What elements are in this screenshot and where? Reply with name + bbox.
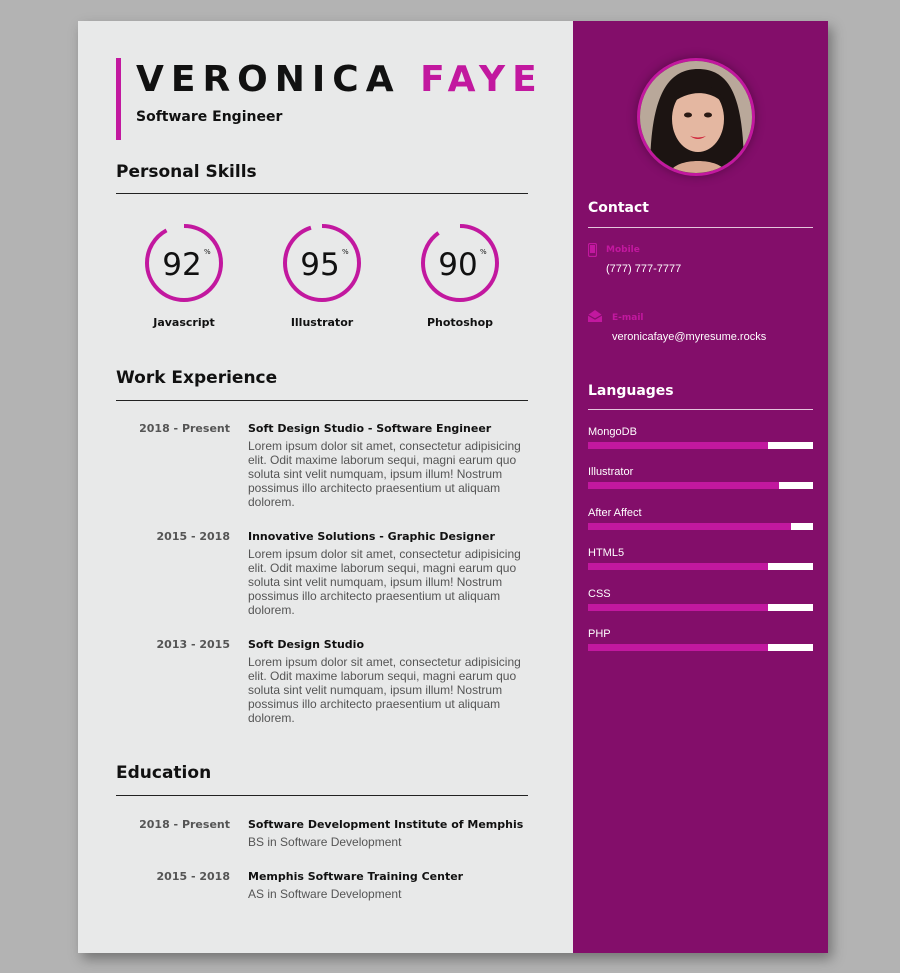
skill-illustrator bbox=[272, 223, 372, 329]
job-title: Software Engineer bbox=[136, 109, 283, 125]
mobile-number: (777) 777-7777 bbox=[606, 263, 682, 275]
education-divider bbox=[116, 795, 528, 796]
skill-name: Illustrator bbox=[290, 316, 354, 329]
language-name: Illustrator bbox=[588, 466, 634, 478]
work-heading: Work Experience bbox=[116, 368, 278, 388]
language-bar-fill bbox=[588, 644, 768, 651]
language-name: CSS bbox=[588, 588, 611, 600]
work-content bbox=[248, 638, 528, 725]
skill-gauge bbox=[420, 223, 500, 303]
work-title: Soft Design Studio - Software Engineer bbox=[248, 422, 492, 435]
email-label: E-mail bbox=[612, 313, 644, 323]
work-divider bbox=[116, 400, 528, 401]
language-item bbox=[588, 588, 813, 611]
work-date: 2013 - 2015 bbox=[156, 638, 230, 651]
education-heading: Education bbox=[116, 763, 212, 783]
full-name bbox=[136, 59, 544, 100]
language-bar bbox=[588, 442, 813, 449]
mobile-label: Mobile bbox=[606, 245, 640, 255]
language-bar-fill bbox=[588, 442, 768, 449]
skills-heading: Personal Skills bbox=[116, 162, 257, 182]
skills-divider bbox=[116, 193, 528, 194]
language-bar bbox=[588, 523, 813, 530]
skill-gauge bbox=[144, 223, 224, 303]
envelope-open-icon bbox=[587, 309, 603, 323]
language-name: HTML5 bbox=[588, 547, 625, 559]
language-item bbox=[588, 547, 813, 570]
sidebar bbox=[573, 21, 828, 953]
education-date: 2015 - 2018 bbox=[156, 870, 230, 883]
profile-photo bbox=[637, 58, 755, 176]
work-content bbox=[248, 530, 528, 617]
percent-sign: % bbox=[204, 248, 211, 256]
last-name: FAYE bbox=[420, 59, 544, 100]
education-content bbox=[248, 870, 528, 901]
education-school: Software Development Institute of Memphis bbox=[248, 818, 524, 831]
education-degree: AS in Software Development bbox=[248, 887, 402, 901]
education-degree: BS in Software Development bbox=[248, 835, 402, 849]
language-bar bbox=[588, 604, 813, 611]
work-description: Lorem ipsum dolor sit amet, consectetur adipisicing elit. Odit maxime laborum sequi, magni earum quo soluta sint velit numquam, ipsum illum! Nostrum possimus illo architecto praesentium ut aliquam dolorem. bbox=[248, 655, 521, 725]
work-date: 2018 - Present bbox=[139, 422, 230, 435]
contact-heading: Contact bbox=[588, 200, 649, 216]
work-content bbox=[248, 422, 528, 509]
language-bar bbox=[588, 482, 813, 489]
language-bar-fill bbox=[588, 604, 768, 611]
language-bar-fill bbox=[588, 523, 791, 530]
name-accent-bar bbox=[116, 58, 121, 140]
skill-gauge bbox=[282, 223, 362, 303]
language-name: MongoDB bbox=[588, 426, 637, 438]
first-name: VERONICA bbox=[136, 59, 401, 100]
skill-value: 92 bbox=[162, 247, 202, 283]
percent-sign: % bbox=[480, 248, 487, 256]
languages-heading: Languages bbox=[588, 383, 674, 399]
work-date: 2015 - 2018 bbox=[156, 530, 230, 543]
work-title: Innovative Solutions - Graphic Designer bbox=[248, 530, 495, 543]
language-item bbox=[588, 426, 813, 449]
percent-sign: % bbox=[342, 248, 349, 256]
language-bar-fill bbox=[588, 563, 768, 570]
skill-javascript bbox=[134, 223, 234, 329]
language-name: After Affect bbox=[588, 507, 642, 519]
education-date: 2018 - Present bbox=[139, 818, 230, 831]
skill-value: 95 bbox=[300, 247, 340, 283]
resume-page bbox=[78, 21, 828, 953]
skill-name: Photoshop bbox=[426, 316, 494, 329]
mobile-phone-icon bbox=[588, 243, 597, 257]
language-bar-fill bbox=[588, 482, 779, 489]
language-item bbox=[588, 507, 813, 530]
language-bar bbox=[588, 644, 813, 651]
languages-divider bbox=[588, 409, 813, 410]
work-description: Lorem ipsum dolor sit amet, consectetur adipisicing elit. Odit maxime laborum sequi, magni earum quo soluta sint velit numquam, ipsum illum! Nostrum possimus illo architecto praesentium ut aliquam dolorem. bbox=[248, 439, 521, 509]
education-school: Memphis Software Training Center bbox=[248, 870, 464, 883]
education-content bbox=[248, 818, 528, 849]
language-item bbox=[588, 466, 813, 489]
skill-value: 90 bbox=[438, 247, 478, 283]
contact-divider bbox=[588, 227, 813, 228]
work-description: Lorem ipsum dolor sit amet, consectetur adipisicing elit. Odit maxime laborum sequi, magni earum quo soluta sint velit numquam, ipsum illum! Nostrum possimus illo architecto praesentium ut aliquam dolorem. bbox=[248, 547, 521, 617]
language-name: PHP bbox=[588, 628, 611, 640]
main-column bbox=[78, 21, 573, 953]
skill-name: Javascript bbox=[153, 316, 215, 329]
work-title: Soft Design Studio bbox=[248, 638, 365, 651]
email-address: veronicafaye@myresume.rocks bbox=[612, 331, 767, 343]
skill-photoshop bbox=[410, 223, 510, 329]
language-bar bbox=[588, 563, 813, 570]
portrait-illustration bbox=[640, 61, 752, 173]
language-item bbox=[588, 628, 813, 651]
